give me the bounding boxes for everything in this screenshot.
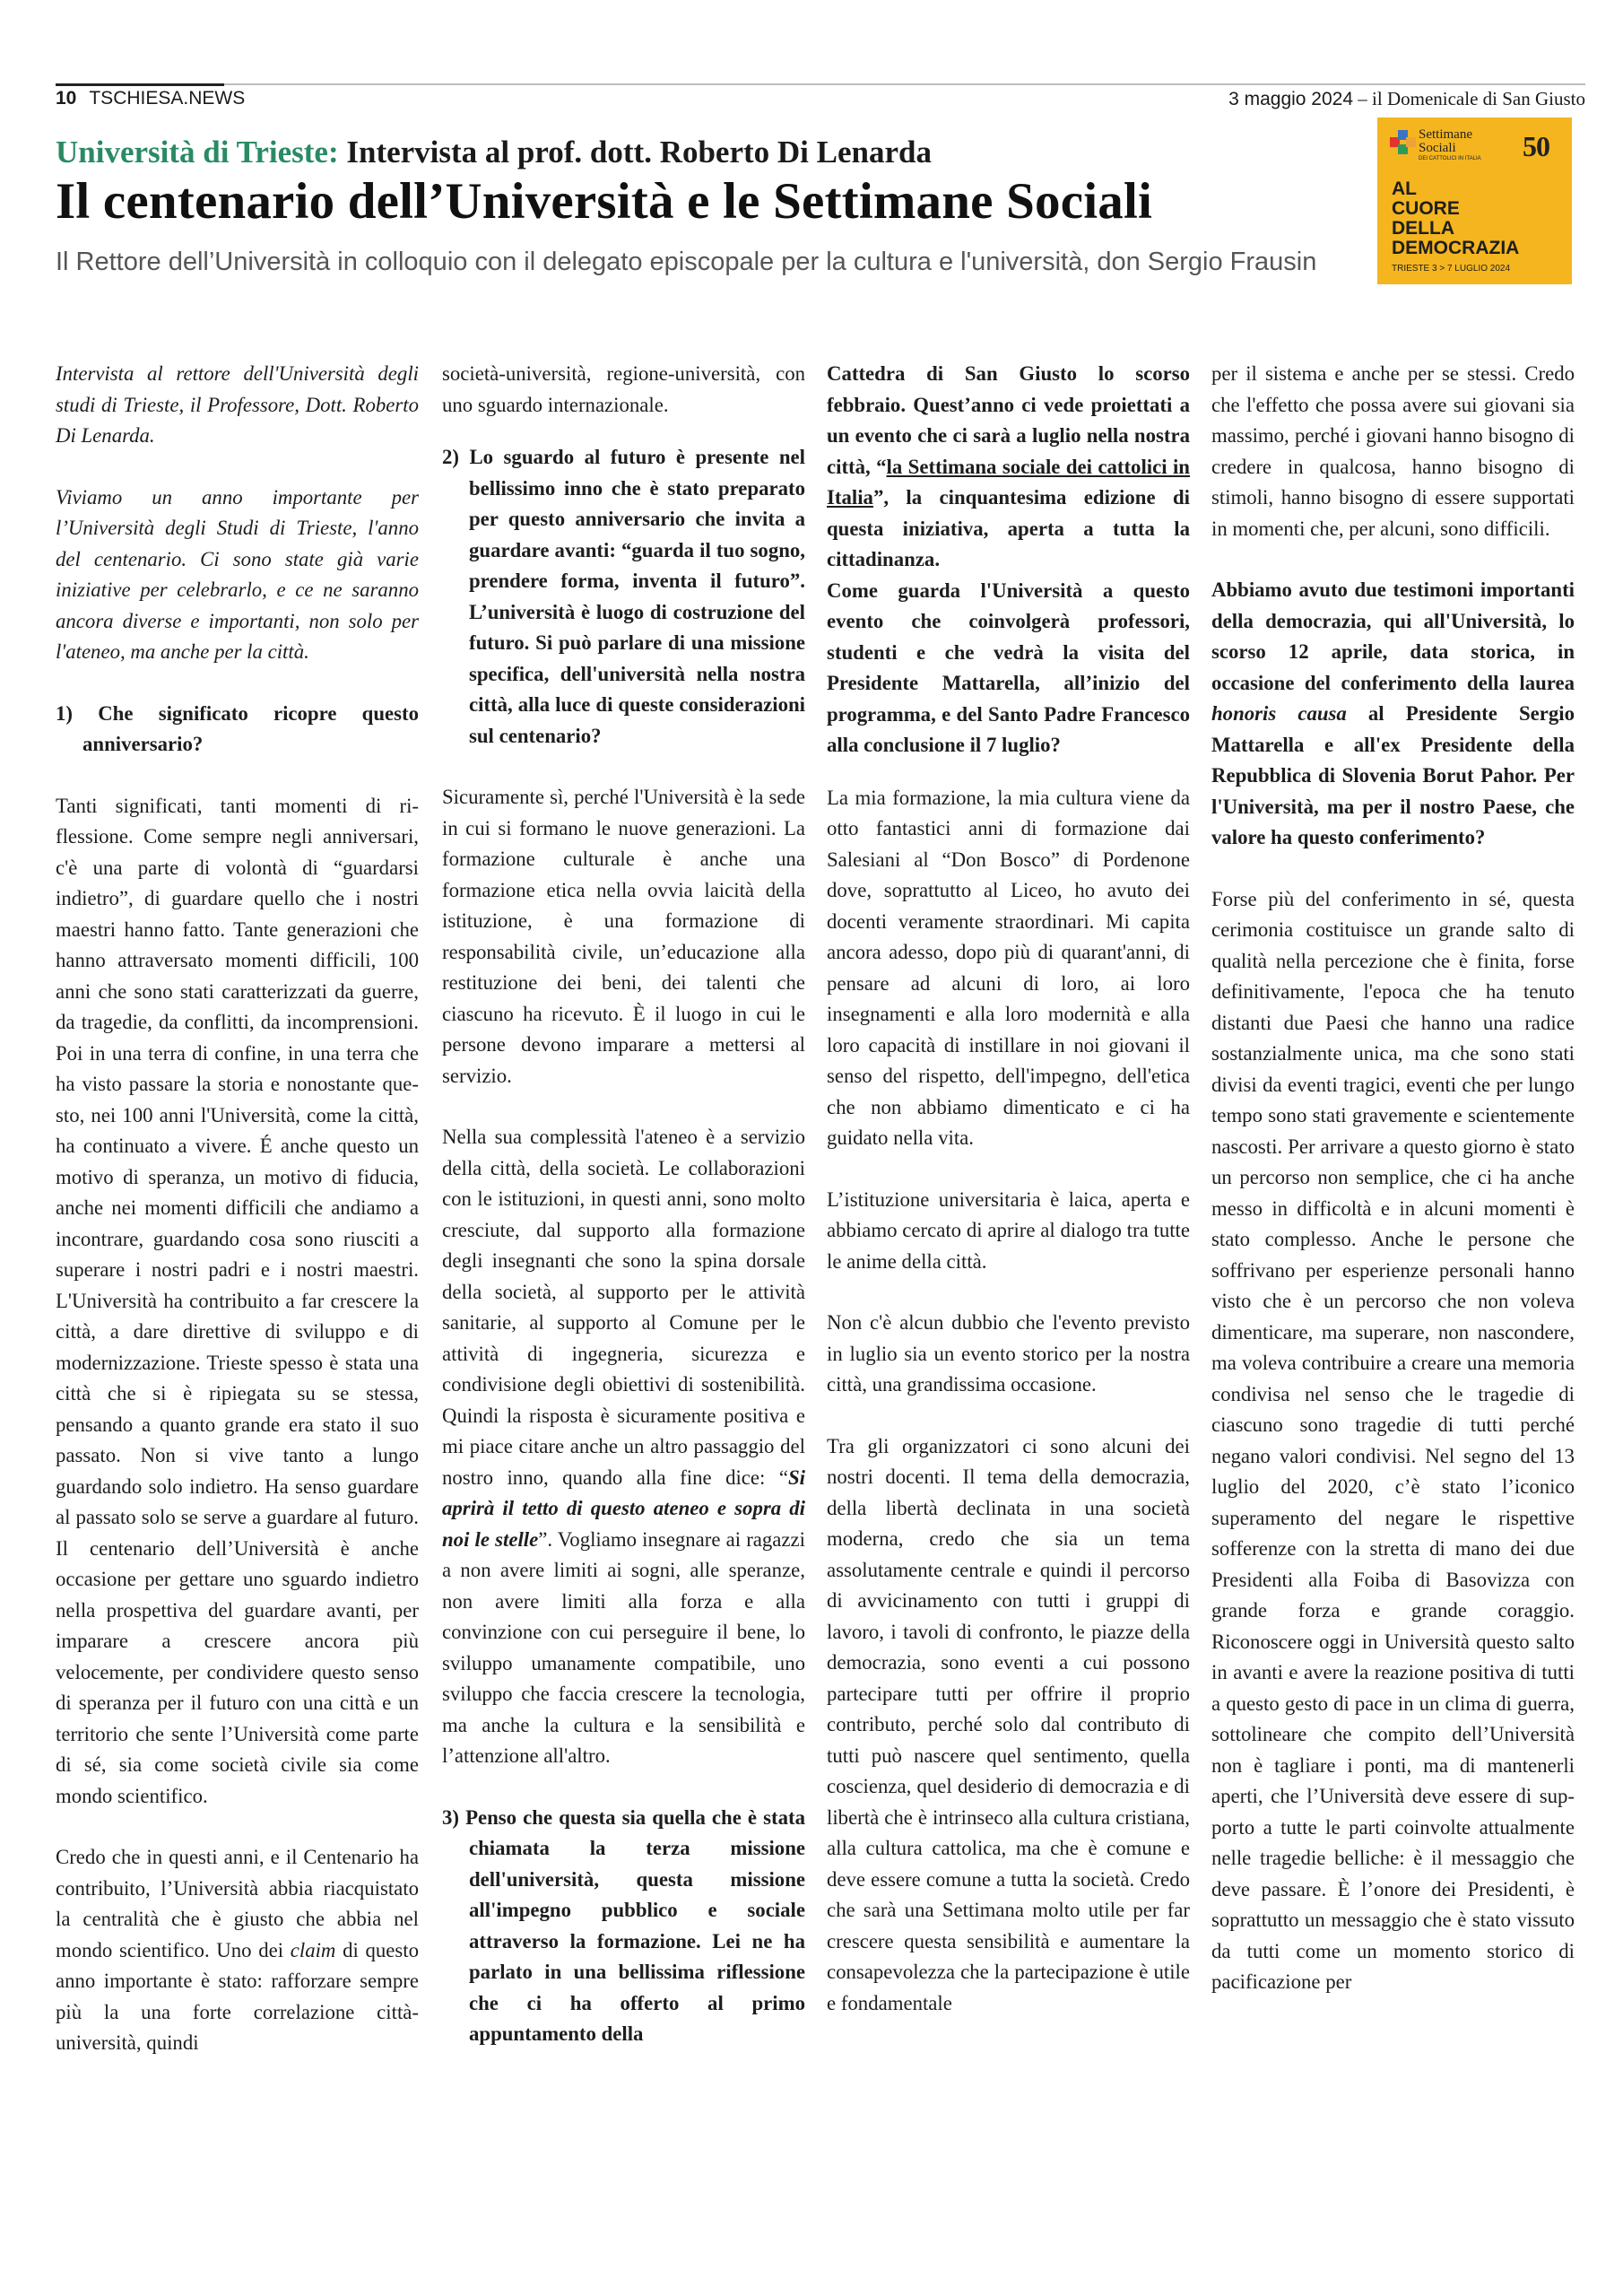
text-run: Nella sua complessità l'ateneo è a servizio della città, della società. Le collaborazioni con le istituzioni, in questi anni, sono molto cresciute, dal supporto alla formazione degli insegnanti che sono la spina dorsale della società, al supporto per le attività sanitarie, al supporto al Comune per le attività di ingegneria, sicurezza e condivisione degli obiettivi di sostenibilità. Quindi la risposta è sicuramente positiva e mi piace citare anche un altro passaggio del nostro inno, quando alla fine dice: “ xyxy=(442,1126,805,1489)
settimane-sociali-logo-icon xyxy=(1390,130,1417,157)
issue-date: 3 maggio 2024 xyxy=(1228,89,1354,109)
question-3: 3) Penso che questa sia quella che è stata chiamata la terza missione dell'università, questa missione all'impegno pubblico e sociale attraverso la formazione. Lei ne ha parlato in una bellissima riflessione che ci ha offerto al primo appuntamento della xyxy=(442,1805,805,2045)
article-column-4 xyxy=(1211,359,1575,1998)
article-column-3 xyxy=(827,359,1190,2019)
answer-2: Sicuramente sì, perché l'Università è la sede in cui si formano le nuove generazioni. La formazione culturale è anche una formazione etica nella ovvia laicità della istituzione, è una formazione di responsabilità civile, un’educazione alla restituzione dei beni, dei talenti che ciascuno ha ricevuto. È il luogo in cui le persone devono imparare a mettersi al servizio. xyxy=(442,786,805,1087)
question-4: Come guarda l'Università a questo evento che coinvolgerà professori, studenti e che vedrà la visita del Presidente Mattarella, all’inizio del programma, e del Santo Padre Francesco alla conclusione il 7 luglio? xyxy=(827,578,1190,756)
kicker-section: Università di Trieste: xyxy=(56,135,339,170)
edition-name: – il Domenicale di San Giusto xyxy=(1353,88,1585,109)
text-run: Cattedra di San Giusto lo scorso febbraio. Quest’anno ci vede proiettati a un evento che ci sarà a luglio nella nostra città, “ xyxy=(827,362,1190,478)
question-1: 1) Che significato ricopre questo anniversario? xyxy=(56,701,419,755)
settimane-sociali-badge xyxy=(1377,117,1572,284)
article-column-2 xyxy=(442,359,805,2050)
kicker-title: Intervista al prof. dott. Roberto Di Lenarda xyxy=(338,135,933,170)
answer-1: Tanti significati, tanti momenti di riflessione. Come sempre negli anniversari, c'è una parte di volontà di “guardarsi indietro”, di guardare quello che i nostri maestri hanno fatto. Tante generazioni che hanno attraversato momenti difficili, 100 anni che sono stati caratterizzati da guerre, da tragedie, da conflitti, da incomprensioni. Poi in una terra di confine, in una terra che ha visto passare la storia e nonostante questo, nei 100 anni l'Università, come la città, ha continuato a vivere. É anche questo un motivo di speranza, un motivo di fiducia, anche nei momenti difficili che andiamo a incontrare, guardando cosa sono riusciti a superare i nostri padri e i nostri maestri. L'Università ha contribuito a far crescere la città, a dare direttive di sviluppo e di modernizzazione. Trieste spesso è stata una città che si è ripiegata su se stessa, pensando a quanto grande era stato il suo passato. Non si vive tanto a lungo guardando solo indietro. Ha senso guardare al passato solo se serve a guardare al futuro. Il centenario dell’Università è anche occasione per gettare uno sguardo indietro nella prospettiva del guardare avanti, per imparare a crescere ancora più velocemente, per condividere questo senso di speranza per il futuro con una città e un territorio che sente l’Università come parte di sé, sia come società civile sia come mondo scientifico. xyxy=(56,794,419,1807)
text-run: al Presidente Sergio Mattarella e all'ex Presidente della Repubblica di Slovenia Borut Pahor. Per l'Università, ma per il nostro Paese, che valore ha questo conferimento? xyxy=(1211,702,1575,848)
paragraph: per il sistema e anche per se stessi. Credo che l'effetto che possa avere sui giovani sia massimo, perché i giovani hanno bisogno di credere in qualcosa, hanno bisogno di stimoli, hanno bisogno di essere supportati in momenti che, per alcuni, sono difficili. xyxy=(1211,362,1575,540)
intro-paragraph: Intervista al rettore dell'Università degli studi di Trieste, il Professore, Dott. Roberto Di Lenarda. xyxy=(56,362,419,447)
publication-name: TSCHIESA.NEWS xyxy=(89,88,246,109)
slogan-line-2: CUORE xyxy=(1392,198,1460,219)
honoris-causa-emphasis: honoris causa xyxy=(1211,702,1347,725)
top-rule xyxy=(56,83,1585,85)
answer-4: La mia formazione, la mia cultura viene da otto fantastici anni di formazione dai Salesiani al “Don Bosco” di Pordenone dove, soprattutto al Liceo, ho avuto dei docenti veramente straordinari. Mi capita ancora adesso, dopo più di quarant'anni, di pensare ad alcuni di loro, ai loro insegnamenti e alla loro modernità e alla loro capacità di instillare in noi giovani il senso del rispetto, dell'impegno, dell'etica che non abbiamo dimenticato e ci ha guidato nella vita. xyxy=(827,786,1190,1149)
kicker xyxy=(56,135,932,170)
question-5 xyxy=(1211,575,1575,854)
headline: Il centenario dell’Università e le Settimane Sociali xyxy=(56,173,1153,230)
answer-1-continued xyxy=(56,1842,419,2059)
answer-4-b: L’istituzione universitaria è laica, aperta e abbiamo cercato di aprire al dialogo tra tutte le anime della città. xyxy=(827,1187,1190,1273)
answer-4-d: Tra gli organizzatori ci sono alcuni dei nostri docenti. Il tema della democrazia, della libertà declinata in una società moderna, credo che sia un tema assolutamente centrale e quindi il percorso di avvicinamento con tutti i gruppi di lavoro, i tavoli di confronto, le piazze della democrazia, sono eventi a cui possono partecipare tutti per offrire il proprio contributo, perché solo dal contributo di tutti può nascere quel sentimento, quella coscienza, quel desiderio di democrazia e di libertà che è intrinseco alla cultura cristiana, alla cultura cattolica, ma che è comune e deve essere comune a tutta la società. Credo che sarà una Settimana molto utile per far crescere questa sensibilità e aumentare la consapevolezza che la partecipazione è utile e fondamentale xyxy=(827,1434,1190,2014)
slogan-line-3: DELLA xyxy=(1392,218,1454,239)
question-2: 2) Lo sguardo al futuro è presente nel bellissimo inno che è stato preparato per questo anniversario che invita a guardare avanti: “guarda il tuo sogno, prendere forma, inventa il futuro”. L’università è luogo di costruzione del futuro. Si può parlare di una missione specifica, dell'università nella nostra città, alla luce di queste considerazioni sul centenario? xyxy=(442,446,805,747)
question-3-continued xyxy=(827,359,1190,576)
page-number: 10 xyxy=(56,88,77,109)
paragraph: società-università, regione-università, con uno sguardo internazionale. xyxy=(442,362,805,416)
event-dates: TRIESTE 3 > 7 LUGLIO 2024 xyxy=(1392,264,1511,274)
slogan-line-4: DEMOCRAZIA xyxy=(1392,238,1520,258)
lead-paragraph: Viviamo un anno importante per l’Università degli Studi di Trieste, l'anno del centenario. Ci sono state già varie iniziative per celebrarlo, e ce ne saranno ancora diverse e importanti, non solo per l'ateneo, ma anche per la città. xyxy=(56,485,419,663)
folio-left xyxy=(56,88,245,109)
folio-rule xyxy=(56,83,224,86)
answer-2-continued xyxy=(442,1122,805,1772)
text-run: Credo che in questi anni, e il Centenario ha contribuito, l’Università abbia riacquistato la centralità che è giusto che abbia nel mondo scientifico. Uno dei xyxy=(56,1846,419,1961)
article-column-1 xyxy=(56,359,419,2059)
text-run: ”, la cinquantesima edizione di questa iniziativa, aperta a tutta la cittadinanza. xyxy=(827,486,1190,570)
text-run: ”. Vogliamo insegnare ai ragazzi a non avere limiti ai sogni, alle speranze, non avere limiti alla forza e alla convinzione con cui perseguire il bene, lo sviluppo umanamente compatibile, uno sviluppo che faccia crescere la tecnologia, ma anche la cultura e la sensibilità e l’attenzione all'altro. xyxy=(442,1527,805,1767)
folio-right xyxy=(1228,88,1585,110)
anniversary-number: 50 xyxy=(1523,130,1549,162)
standfirst: Il Rettore dell’Università in colloquio con il delegato episcopale per la cultura e l'università, don Sergio Frausin xyxy=(56,248,1317,276)
anthem-quote: Si aprirà il tetto di questo ateneo e sopra di noi le stelle xyxy=(442,1465,805,1551)
answer-4-c: Non c'è alcun dubbio che l'evento previsto in luglio sia un evento storico per la nostra città, una grandissima occasione. xyxy=(827,1311,1190,1396)
text-run: di questo anno importante è stato: rafforzare sempre più la una forte correlazione città-università, quindi xyxy=(56,1938,419,2054)
logo-line-2: Sociali xyxy=(1419,141,1456,155)
claim-emphasis: claim xyxy=(290,1938,336,1961)
logo-line-1: Settimane xyxy=(1419,127,1472,142)
answer-5: Forse più del conferimento in sé, questa cerimonia costituisce un grande salto di qualità nella percezione che è finita, forse definitivamente, l'epoca che ha tenuto distanti due Paesi che hanno una radice sostanzialmente unica, ma che sono stati divisi da eventi tragici, eventi che per lungo tempo sono stati gravemente e scientemente nascosti. Per arrivare a questo giorno è stato un percorso non semplice, che ci ha anche messo in difficoltà e in alcuni momenti è stato complesso. Anche le persone che soffrivano per esperienze personali hanno visto che è un percorso che non voleva dimenticare, ma superare, non nascondere, ma voleva contribuire a creare una memoria condivisa nel senso che le tragedie di ciascuno sono tragedie di tutti perché negano valori condivisi. Nel segno del 13 luglio del 2020, c’è stato l’iconico superamento del negare le rispettive sofferenze con la stretta di mano dei due Presidenti alla Foiba di Basovizza con grande forza e grande coraggio. Riconoscere oggi in Università questo salto in avanti e avere la reazione positiva di tutti a questo gesto di pace in un clima di guerra, sottolineare che compito dell’Università non è tagliare i ponti, ma di mantenerli aperti, che l’Università deve essere di supporto a tutte le parti coinvolte attualmente nelle tragedie belliche: è il messaggio che deve passare. È l’onore dei Presidenti, è soprattutto un messaggio che è stato vissuto da tutti come un momento storico di pacificazione per xyxy=(1211,887,1575,1993)
logo-line-3: DEI CATTOLICI IN ITALIA xyxy=(1419,156,1481,161)
settimana-sociale-link[interactable]: la Settimana sociale dei cattolici in Italia xyxy=(827,455,1190,509)
text-run: Abbiamo avuto due testimoni importanti della democrazia, qui all'Università, lo scorso 12 aprile, data storica, in occasione del conferimento della laurea xyxy=(1211,578,1575,694)
slogan-line-1: AL xyxy=(1392,178,1417,199)
